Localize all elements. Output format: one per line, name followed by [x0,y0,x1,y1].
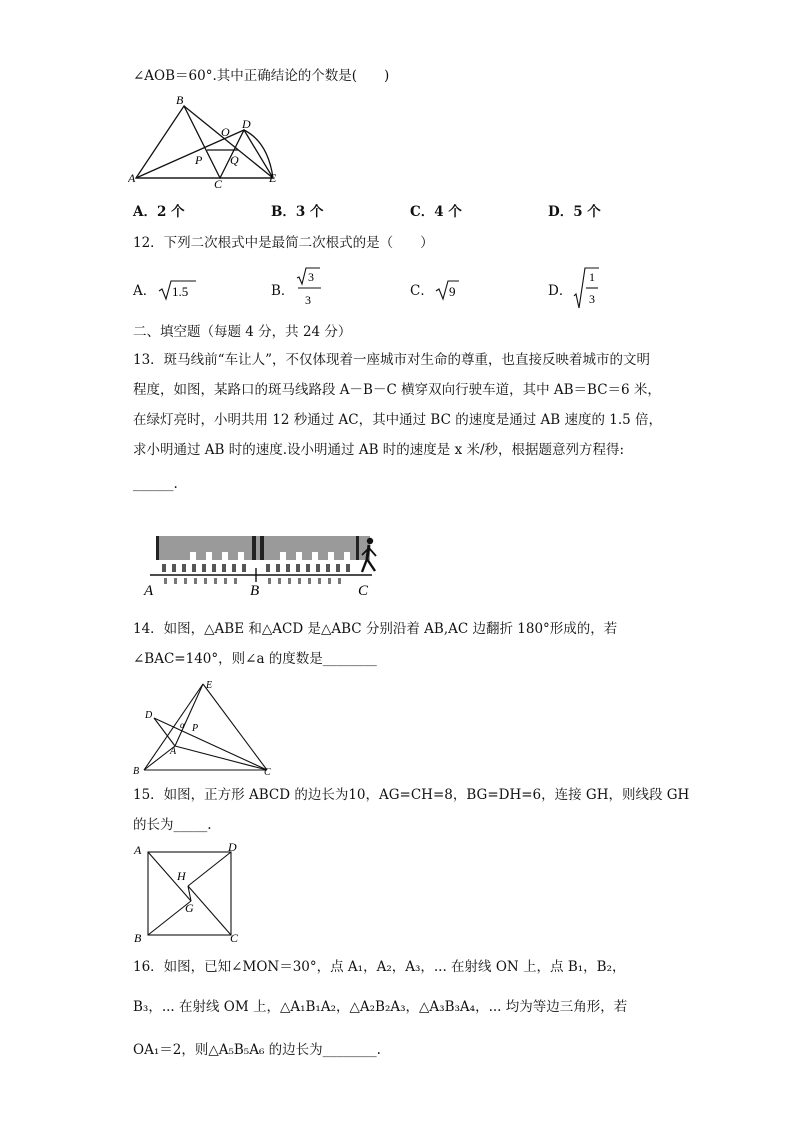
q12-stem: 12．下列二次根式中是最简二次根式的是（ ） [133,235,434,251]
q11-option-c: C．4 个 [410,204,462,220]
q11-option-d: D．5 个 [548,204,601,220]
q12-option-d-math [573,266,603,310]
q15-label-c: C [230,931,239,944]
q12-option-b-math [296,266,326,310]
section-heading: 二、填空题（每题 4 分，共 24 分） [133,324,352,340]
q14-label-c: C [264,767,271,778]
q11-label-o: O [221,125,230,139]
q14-label-alpha: α [180,720,185,730]
q12-option-b-num: 3 [308,270,314,284]
q13-crosswalk-figure [140,530,390,602]
q16-line-2: B₃，... 在射线 OM 上，△A₁B₁A₂，△A₂B₂A₃，△A₃B₃A₄，... 均为等边三角形，若 [133,999,628,1015]
q12-option-b-letter: B． [271,283,295,299]
q13-line-1: 13．斑马线前“车让人”，不仅体现着一座城市对生命的尊重，也直接反映着城市的文明 [133,352,650,368]
q15-label-a: A [134,843,142,857]
q13-label-b: B [250,583,260,599]
q12-option-c-radicand: 9 [449,284,456,299]
q13-answer-blank: ______. [133,476,178,492]
q12-option-a-math [158,278,198,302]
q15-label-d: D [228,840,237,854]
q14-label-d: D [145,710,153,721]
q11-label-d: D [242,117,251,131]
q11-label-e: E [269,171,277,185]
q11-label-c: C [214,177,223,188]
q12-option-b-den: 3 [305,293,311,307]
q12-option-c-math [435,278,461,302]
q14-label-a: A [170,746,177,757]
q11-label-q: Q [230,153,239,167]
q11-label-p: P [195,153,203,167]
q15-square-figure [130,840,244,944]
q15-label-g: G [185,901,194,915]
q13-line-3: 在绿灯亮时，小明共用 12 秒通过 AC，其中通过 BC 的速度是通过 AB 速度的 1.5 倍， [133,412,663,428]
q13-label-c: C [358,583,369,599]
q14-label-e: E [206,680,213,691]
q15-line-2: 的长为_____. [133,817,212,833]
q15-line-1: 15．如图，正方形 ABCD 的边长为10，AG=CH=8，BG=DH=6，连接 GH，则线段 GH [133,787,690,803]
q14-label-p: P [192,723,199,734]
q11-stem-tail: ∠AOB＝60°.其中正确结论的个数是( ) [133,68,390,84]
q13-line-4: 求小明通过 AB 时的速度.设小明通过 AB 时的速度是 x 米/秒，根据题意列方程得: [133,442,625,458]
q16-line-1: 16．如图，已知∠MON＝30°，点 A₁，A₂，A₃，... 在射线 ON 上，点 B₁，B₂， [133,959,626,975]
q14-figure [130,676,280,778]
q14-line-1: 14．如图，△ABE 和△ACD 是△ABC 分别沿着 AB,AC 边翻折 180°形成的，若 [133,621,618,637]
q12-option-d-den: 3 [589,292,595,306]
q12-option-d-num: 1 [589,270,595,284]
q12-option-a-radicand: 1.5 [172,284,189,299]
q12-option-a-letter: A． [133,283,157,299]
q12-option-c-letter: C． [410,283,434,299]
q14-line-2: ∠BAC=140°，则∠a 的度数是________ [133,651,377,667]
q15-label-b: B [134,931,142,944]
q11-option-b: B．3 个 [271,204,324,220]
q12-option-d-letter: D． [548,283,573,299]
q14-label-b: B [133,766,140,777]
q13-label-a: A [144,583,154,599]
q11-option-a: A．2 个 [133,204,185,220]
q11-label-a: A [128,171,136,185]
q11-figure [128,92,288,188]
q16-line-3: OA₁＝2，则△A₅B₅A₆ 的边长为________. [133,1042,381,1058]
q11-label-b: B [176,93,184,107]
q15-label-h: H [177,869,186,883]
q13-line-2: 程度，如图，某路口的斑马线路段 A－B－C 横穿双向行驶车道，其中 AB＝BC＝6 米， [133,382,661,398]
